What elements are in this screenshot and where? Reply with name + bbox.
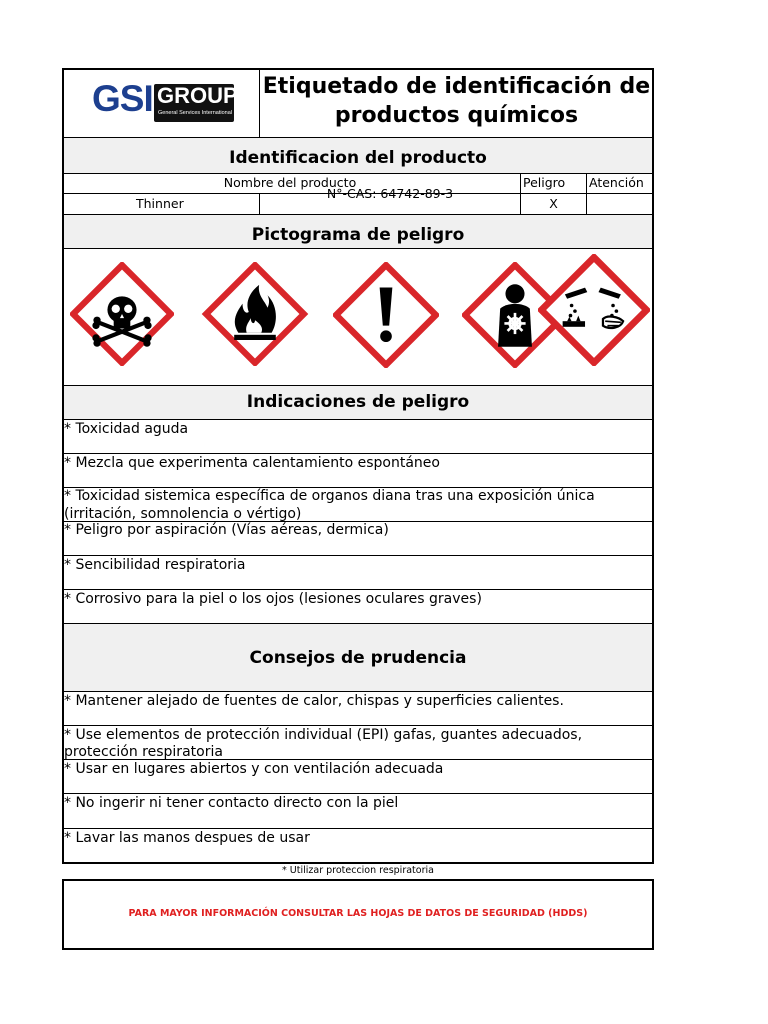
- cas-number: N°-CAS: 64742-89-3: [326, 186, 454, 201]
- col-peligro-header: Peligro: [523, 175, 566, 190]
- title-line-1: Etiquetado de identificación de: [262, 74, 651, 99]
- respiratory-protection-note: * Utilizar proteccion respiratoria: [282, 865, 434, 876]
- peligro-mark: X: [549, 196, 558, 211]
- hazard-item: * Toxicidad sistemica específica de organos diana tras una exposición única: [64, 488, 595, 504]
- precaution-item-continued: protección respiratoria: [64, 744, 223, 760]
- product-name-value: Thinner: [136, 196, 184, 211]
- hazards-heading: Indicaciones de peligro: [246, 392, 470, 412]
- hazard-item: * Corrosivo para la piel o los ojos (lesiones oculares graves): [64, 591, 482, 607]
- precaution-item: * Usar en lugares abiertos y con ventilación adecuada: [64, 761, 444, 777]
- precaution-item: * Lavar las manos despues de usar: [64, 830, 310, 846]
- flame-icon: [201, 262, 309, 366]
- gsi-group-logo: [92, 78, 238, 124]
- hazard-item: * Sencibilidad respiratoria: [64, 557, 246, 573]
- logo-gsi-text: GSI: [92, 78, 153, 119]
- col-atencion-header: Atención: [589, 175, 644, 190]
- footer-safety-sheet-notice: PARA MAYOR INFORMACIÓN CONSULTAR LAS HOJAS DE DATOS DE SEGURIDAD (HDDS): [128, 908, 588, 919]
- logo-group-text: GROUP: [157, 83, 238, 108]
- pictogram-heading: Pictograma de peligro: [251, 225, 465, 245]
- logo-group-box: [154, 83, 238, 122]
- col-product-name-header: Nombre del producto: [223, 175, 357, 190]
- hazard-item-continued: (irritación, somnolencia o vértigo): [64, 506, 302, 522]
- precaution-item: * Use elementos de protección individual (EPI) gafas, guantes adecuados,: [64, 727, 583, 743]
- hazard-item: * Toxicidad aguda: [64, 421, 189, 437]
- precaution-item: * No ingerir ni tener contacto directo con la piel: [64, 795, 399, 811]
- precautions-heading: Consejos de prudencia: [249, 648, 467, 668]
- exclamation-mark-icon: [333, 262, 439, 368]
- title-line-2: productos químicos: [334, 103, 579, 128]
- identification-heading: Identificacion del producto: [229, 148, 487, 168]
- logo-subtitle-text: General Services International: [158, 110, 232, 116]
- document-title: [260, 72, 653, 130]
- hazard-item: * Peligro por aspiración (Vías aéreas, dermica): [64, 522, 389, 538]
- hazard-item: * Mezcla que experimenta calentamiento espontáneo: [64, 455, 440, 471]
- corrosion-icon: [538, 254, 650, 366]
- precaution-item: * Mantener alejado de fuentes de calor, chispas y superficies calientes.: [64, 693, 564, 709]
- skull-crossbones-icon: [70, 262, 174, 366]
